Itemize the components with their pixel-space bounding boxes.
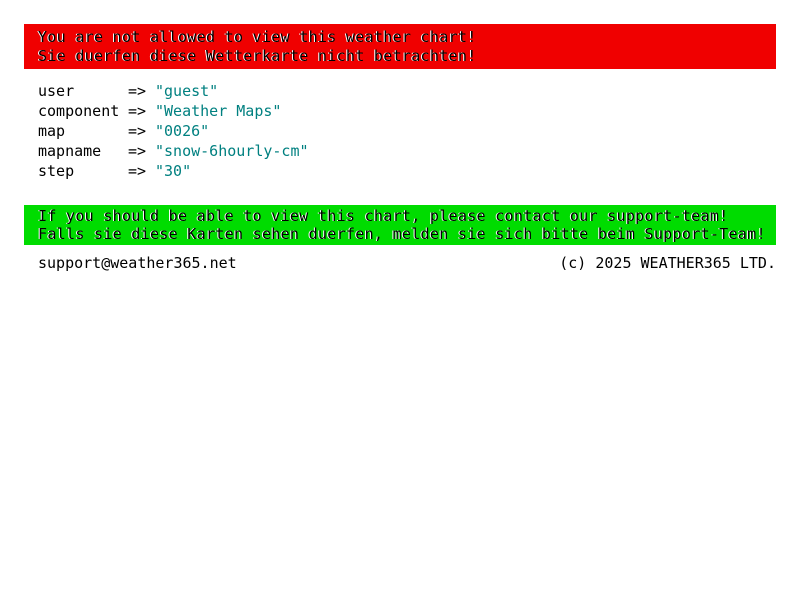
support-email: support@weather365.net bbox=[38, 254, 237, 272]
request-details bbox=[38, 81, 776, 181]
detail-row-mapname bbox=[38, 141, 776, 161]
detail-key: user bbox=[38, 82, 75, 100]
detail-row-user bbox=[38, 81, 776, 101]
detail-value: "30" bbox=[155, 162, 192, 180]
arrow-glyph: => bbox=[128, 122, 147, 140]
access-denied-banner bbox=[24, 24, 776, 69]
arrow-glyph: => bbox=[128, 162, 147, 180]
detail-key: step bbox=[38, 162, 75, 180]
access-denied-line-de: Sie duerfen diese Wetterkarte nicht betrachten! bbox=[38, 47, 477, 65]
support-banner bbox=[24, 205, 776, 245]
support-line-de: Falls sie diese Karten sehen duerfen, melden sie sich bitte beim Support-Team! bbox=[38, 225, 766, 243]
support-line-en: If you should be able to view this chart, please contact our support-team! bbox=[38, 207, 729, 225]
error-page bbox=[0, 24, 800, 600]
arrow-glyph: => bbox=[128, 102, 147, 120]
arrow-glyph: => bbox=[128, 142, 147, 160]
arrow-glyph: => bbox=[128, 82, 147, 100]
detail-row-map bbox=[38, 121, 776, 141]
detail-key: mapname bbox=[38, 142, 102, 160]
copyright-notice: (c) 2025 WEATHER365 LTD. bbox=[559, 254, 776, 272]
detail-value: "0026" bbox=[155, 122, 210, 140]
footer bbox=[24, 255, 776, 271]
detail-key: map bbox=[38, 122, 66, 140]
detail-key: component bbox=[38, 102, 120, 120]
detail-value: "Weather Maps" bbox=[155, 102, 282, 120]
detail-value: "snow-6hourly-cm" bbox=[155, 142, 309, 160]
access-denied-line-en: You are not allowed to view this weather chart! bbox=[38, 28, 477, 46]
detail-row-step bbox=[38, 161, 776, 181]
detail-row-component bbox=[38, 101, 776, 121]
detail-value: "guest" bbox=[155, 82, 219, 100]
